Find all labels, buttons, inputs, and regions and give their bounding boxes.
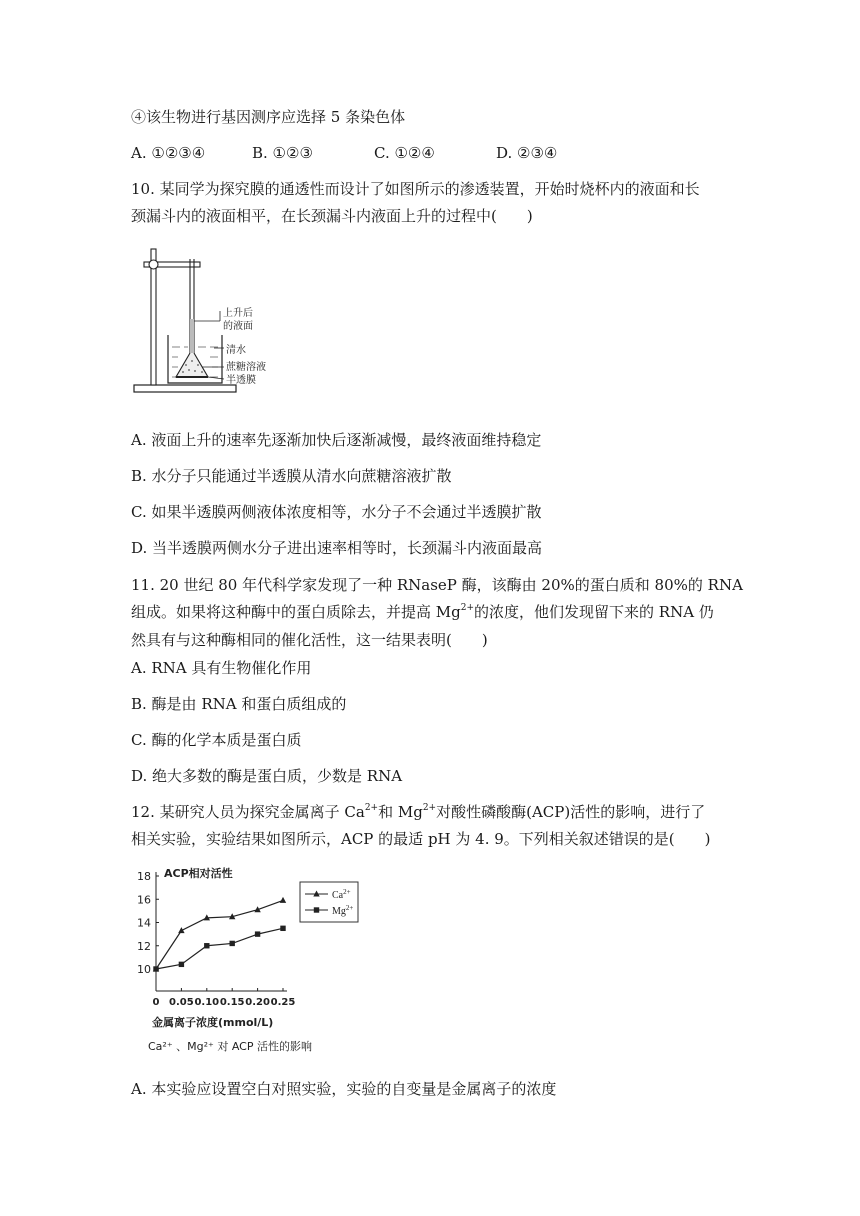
q9-options [131,143,557,163]
q9-option-c[interactable]: C. ①②④ [374,144,435,162]
clamp-knob [149,260,158,269]
q11-option-b[interactable]: B. 酶是由 RNA 和蛋白质组成的 [131,695,347,713]
q11-option-a[interactable]: A. RNA 具有生物催化作用 [131,659,312,677]
mg-data-point [204,943,209,948]
mg-data-point [255,931,260,936]
chart-caption: Ca²⁺ 、Mg²⁺ 对 ACP 活性的影响 [148,1040,312,1053]
label-membrane: 半透膜 [226,375,256,386]
label-raised-level-2: 的液面 [223,321,253,332]
q10-option-b[interactable]: B. 水分子只能通过半透膜从清水向蔗糖溶液扩散 [131,467,452,485]
q11-line2-part1: 组成。如果将这种酶中的蛋白质除去，并提高 Mg [131,603,461,621]
q12-mg-charge: 2+ [422,803,437,813]
statement-4: ④该生物进行基因测序应选择 5 条染色体 [131,108,406,126]
x-tick-label: 0.15 [219,997,245,1008]
q11-line2-part2: 的浓度，他们发现留下来的 RNA 仍 [474,603,714,621]
q9-option-b[interactable]: B. ①②③ [252,144,313,162]
q10-stem-line1: 10. 某同学为探究膜的通透性而设计了如图所示的渗透装置，开始时烧杯内的液面和长 [131,180,700,198]
legend-marker-square [314,907,319,912]
chart-series [153,897,286,972]
legend-label: $Ca^{2+}$ [332,888,351,901]
y-tick-label: 18 [137,870,151,883]
q11-option-d[interactable]: D. 绝大多数的酶是蛋白质，少数是 RNA [131,767,403,785]
q11-mg-charge: 2+ [460,603,475,613]
x-tick-label: 0 [152,997,160,1008]
q11-option-c[interactable]: C. 酶的化学本质是蛋白质 [131,731,302,749]
raised-liquid-level [190,319,194,353]
stand-base [134,385,236,392]
q12-ca-charge: 2+ [364,803,379,813]
chart-xlabel: 金属离子浓度(mmol/L) [152,1016,274,1029]
chart-ticks [137,870,295,1008]
x-tick-label: 0.25 [270,997,296,1008]
q10-stem-line2: 颈漏斗内的液面相平，在长颈漏斗内液面上升的过程中( ) [131,207,533,225]
mg-data-point [153,966,158,971]
y-tick-label: 12 [137,939,151,953]
chart-ylabel: ACP相对活性 [164,867,233,880]
mg-data-point [280,926,285,931]
q10-option-a[interactable]: A. 液面上升的速率先逐渐加快后逐渐减慢，最终液面维持稳定 [131,431,542,449]
series-line-square [156,928,283,969]
y-tick-label: 14 [137,916,151,930]
q11-stem-line1: 11. 20 世纪 80 年代科学家发现了一种 RNaseP 酶，该酶由 20%的蛋白质和 80%的 RNA [131,576,743,594]
chart-legend [300,882,358,922]
x-tick-label: 0.10 [194,997,220,1008]
legend-label: $Mg^{2+}$ [332,904,354,917]
label-water: 清水 [226,345,246,356]
x-tick-label: 0.05 [169,997,194,1008]
q11-stem-line2 [131,602,714,622]
acp-activity-chart [128,860,368,1060]
q9-option-d[interactable]: D. ②③④ [496,144,558,162]
q12-line1-part3: 对酸性磷酸酶(ACP)活性的影响，进行了 [436,803,706,821]
x-tick-label: 0.20 [245,997,270,1008]
q12-line1-part1: 12. 某研究人员为探究金属离子 Ca [131,803,365,821]
q12-option-a[interactable]: A. 本实验应设置空白对照实验，实验的自变量是金属离子的浓度 [131,1080,557,1098]
funnel-bulb [176,353,208,377]
q12-line1-part2: 和 Mg [378,803,423,821]
label-sucrose: 蔗糖溶液 [226,362,266,373]
q12-stem-line2: 相关实验，实验结果如图所示，ACP 的最适 pH 为 4. 9。下列相关叙述错误的是( ) [131,830,711,848]
y-tick-label: 16 [137,893,151,907]
mg-data-point [230,941,235,946]
series-line-triangle [156,900,283,969]
q12-stem-line1 [131,802,705,822]
q9-option-a[interactable]: A. ①②③④ [131,144,206,162]
ca-data-point [280,897,286,903]
label-raised-level-1: 上升后 [223,308,253,319]
q10-option-c[interactable]: C. 如果半透膜两侧液体浓度相等，水分子不会通过半透膜扩散 [131,503,542,521]
mg-data-point [179,962,184,967]
osmosis-apparatus-figure [128,245,288,405]
y-tick-label: 10 [137,963,151,976]
q10-option-d[interactable]: D. 当半透膜两侧水分子进出速率相等时，长颈漏斗内液面最高 [131,539,543,557]
q11-stem-line3: 然具有与这种酶相同的催化活性，这一结果表明( ) [131,631,488,649]
